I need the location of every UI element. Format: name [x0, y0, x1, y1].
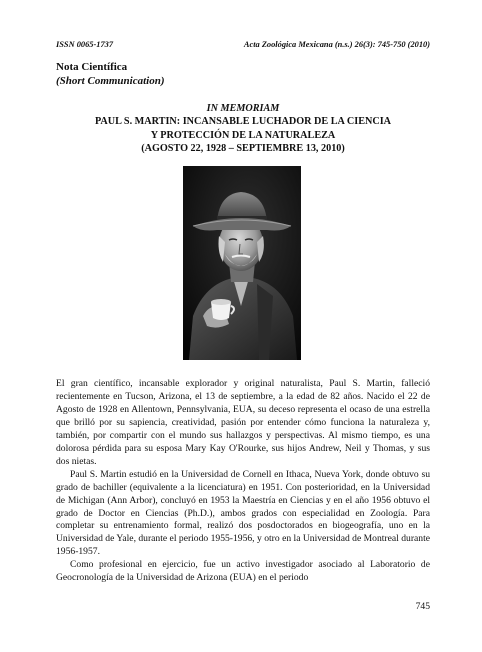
- section-sublabel: (Short Communication): [56, 75, 165, 87]
- paragraph-1: El gran científico, incansable explorador y original naturalista, Paul S. Martin, falleció recientemente en Tucson, Arizona, el 13 de septiembre, a la edad de 82 años. Nacido el 22 de Agosto de 1928 en Allentown, Pennsylvania, EUA, su deceso representa el ocaso de una estrella que brilló por su sapiencia, creatividad, pasión por entender cómo funciona la naturaleza y, también, por compartir con el mundo sus hallazgos y perspectivas. Al mismo tiempo, es una dolorosa pérdida para su esposa Mary Kay O'Rourke, sus hijos Andrew, Neil y Thomas, y sus dos nietas.: [56, 378, 430, 467]
- journal-citation: Acta Zoológica Mexicana (n.s.) 26(3): 745-750 (2010): [243, 40, 430, 49]
- article-body: [56, 378, 430, 585]
- section-label: Nota Científica: [56, 61, 128, 73]
- portrait-photo: [183, 166, 301, 360]
- portrait-illustration: [183, 166, 301, 360]
- paragraph-3: Como profesional en ejercicio, fue un activo investigador asociado al Laboratorio de Geocronología de la Universidad de Arizona (EUA) en el periodo: [56, 559, 430, 584]
- title-dates: (AGOSTO 22, 1928 – SEPTIEMBRE 13, 2010): [141, 143, 345, 155]
- issn: ISSN 0065-1737: [56, 40, 114, 49]
- running-head: [56, 40, 430, 49]
- title-line-2: PAUL S. MARTIN: INCANSABLE LUCHADOR DE LA CIENCIA: [94, 116, 392, 128]
- paragraph-2: Paul S. Martin estudió en la Universidad de Cornell en Ithaca, Nueva York, donde obtuvo su grado de bachiller (equivalente a la licenciatura) en 1951. Con posterioridad, en la Universidad de Michigan (Ann Arbor), concluyó en 1953 la Maestría en Ciencias y en el año 1956 obtuvo el grado de Doctor en Ciencias (Ph.D.), ambos grados con especialidad en Zoología. Para completar su entrenamiento formal, realizó dos posdoctorados en biogeografía, uno en la Universidad de Yale, durante el periodo 1955-1956, y otro en la Universidad de Montreal durante 1956-1957.: [56, 468, 430, 558]
- page-number: 745: [415, 601, 430, 612]
- title-in-memoriam: IN MEMORIAM: [206, 103, 280, 114]
- title-line-3: Y PROTECCIÓN DE LA NATURALEZA: [150, 129, 336, 141]
- article-title: [56, 102, 430, 156]
